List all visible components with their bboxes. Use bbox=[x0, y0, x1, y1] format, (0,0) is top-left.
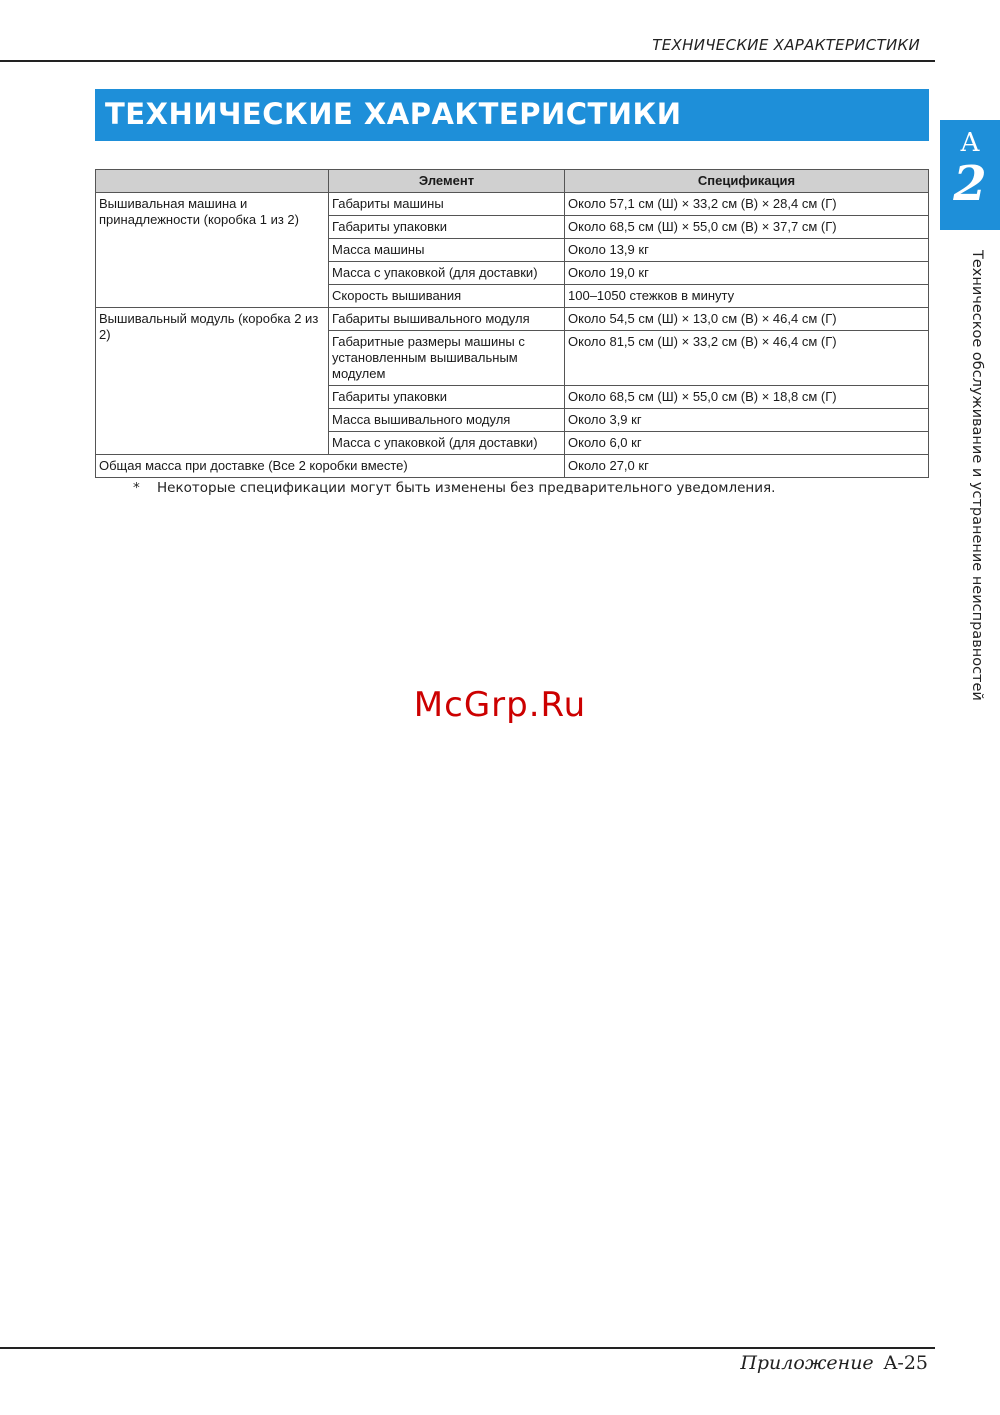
footnote-mark: * bbox=[133, 480, 140, 496]
item-cell: Масса с упаковкой (для доставки) bbox=[329, 432, 565, 455]
group-label: Вышивальная машина и принадлежности (коробка 1 из 2) bbox=[96, 193, 329, 308]
item-cell: Габариты упаковки bbox=[329, 216, 565, 239]
item-cell: Масса вышивального модуля bbox=[329, 409, 565, 432]
chapter-tab-number: 2 bbox=[953, 156, 987, 212]
spec-cell: Около 19,0 кг bbox=[565, 262, 929, 285]
bottom-rule bbox=[0, 1347, 935, 1349]
table-row bbox=[96, 308, 929, 331]
spec-cell: 100–1050 стежков в минуту bbox=[565, 285, 929, 308]
footnote bbox=[133, 480, 775, 496]
group-label: Вышивальный модуль (коробка 2 из 2) bbox=[96, 308, 329, 455]
table-row-total bbox=[96, 455, 929, 478]
item-cell: Габариты упаковки bbox=[329, 386, 565, 409]
running-header: ТЕХНИЧЕСКИЕ ХАРАКТЕРИСТИКИ bbox=[652, 36, 920, 54]
total-label: Общая масса при доставке (Все 2 коробки вместе) bbox=[96, 455, 565, 478]
spec-cell: Около 3,9 кг bbox=[565, 409, 929, 432]
header-cell-item: Элемент bbox=[329, 170, 565, 193]
page-title: ТЕХНИЧЕСКИЕ ХАРАКТЕРИСТИКИ bbox=[105, 97, 682, 131]
item-cell: Габаритные размеры машины с установленным вышивальным модулем bbox=[329, 331, 565, 386]
page-footer bbox=[740, 1352, 928, 1374]
spec-cell: Около 57,1 см (Ш) × 33,2 см (В) × 28,4 см (Г) bbox=[565, 193, 929, 216]
chapter-tab-letter: A bbox=[960, 128, 980, 158]
top-rule bbox=[0, 60, 935, 62]
spec-cell: Около 54,5 см (Ш) × 13,0 см (В) × 46,4 см (Г) bbox=[565, 308, 929, 331]
footnote-text: Некоторые спецификации могут быть изменены без предварительного уведомления. bbox=[157, 480, 776, 496]
footer-section: Приложение bbox=[740, 1352, 874, 1374]
header-cell-spec: Спецификация bbox=[565, 170, 929, 193]
item-cell: Масса с упаковкой (для доставки) bbox=[329, 262, 565, 285]
item-cell: Масса машины bbox=[329, 239, 565, 262]
table-header-row bbox=[96, 170, 929, 193]
spec-cell: Около 6,0 кг bbox=[565, 432, 929, 455]
watermark: McGrp.Ru bbox=[413, 685, 587, 725]
spec-cell: Около 68,5 см (Ш) × 55,0 см (В) × 37,7 см (Г) bbox=[565, 216, 929, 239]
item-cell: Габариты вышивального модуля bbox=[329, 308, 565, 331]
page-number: A-25 bbox=[883, 1352, 928, 1374]
spec-cell: Около 81,5 см (Ш) × 33,2 см (В) × 46,4 см (Г) bbox=[565, 331, 929, 386]
spec-table bbox=[95, 169, 929, 478]
item-cell: Скорость вышивания bbox=[329, 285, 565, 308]
spec-cell: Около 13,9 кг bbox=[565, 239, 929, 262]
chapter-tab bbox=[940, 120, 1000, 230]
spec-cell: Около 68,5 см (Ш) × 55,0 см (В) × 18,8 см (Г) bbox=[565, 386, 929, 409]
total-spec: Около 27,0 кг bbox=[565, 455, 929, 478]
title-bar bbox=[95, 89, 929, 141]
header-cell-group bbox=[96, 170, 329, 193]
item-cell: Габариты машины bbox=[329, 193, 565, 216]
table-row bbox=[96, 193, 929, 216]
chapter-caption: Техническое обслуживание и устранение неисправностей bbox=[969, 250, 985, 701]
